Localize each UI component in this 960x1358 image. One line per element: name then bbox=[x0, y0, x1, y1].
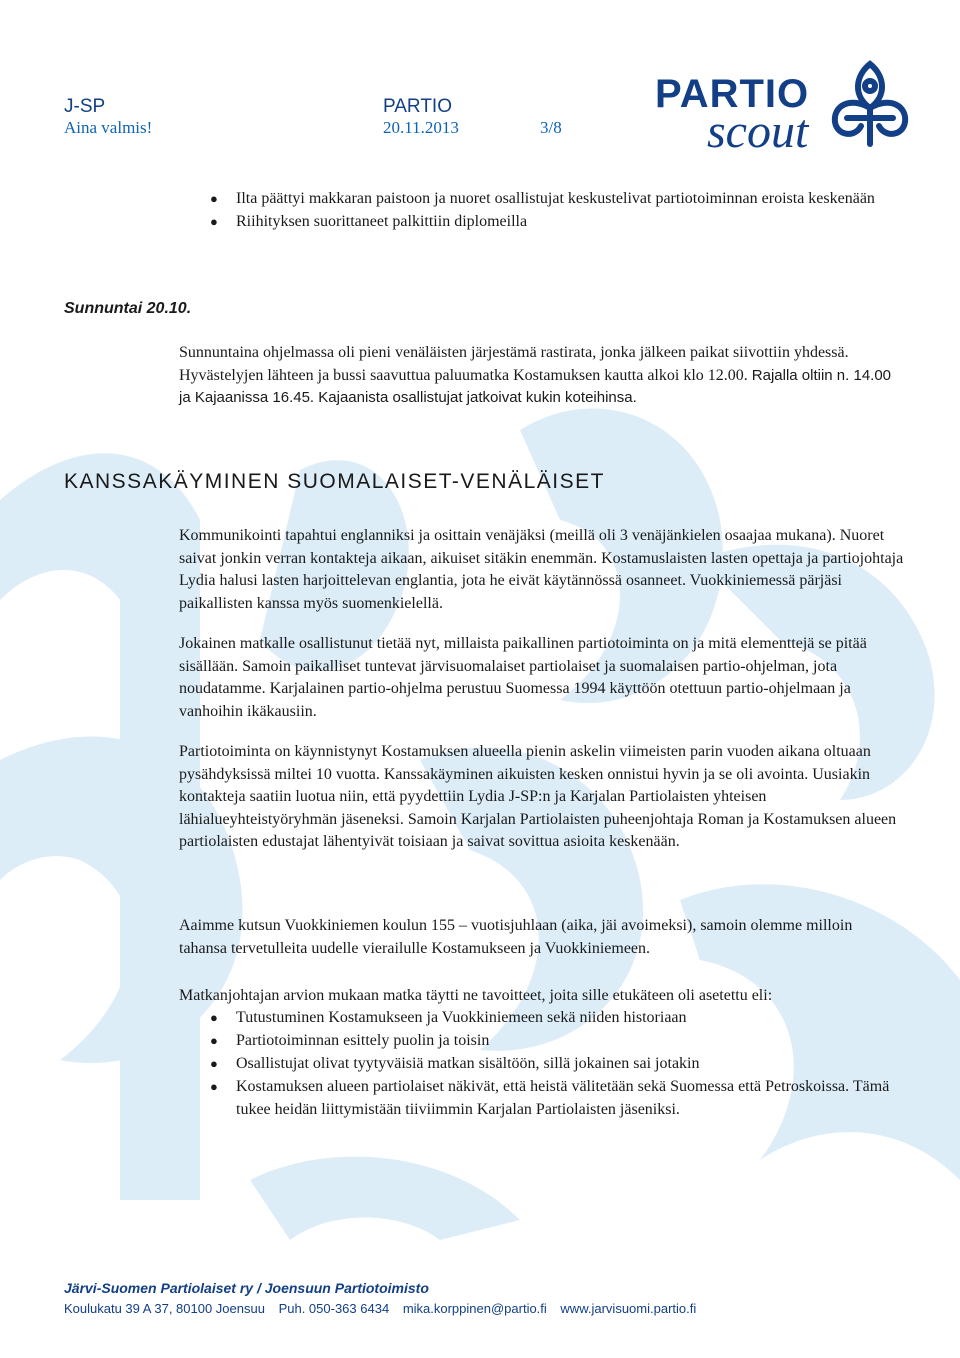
header-left bbox=[64, 96, 152, 138]
fleur-de-lis-icon bbox=[825, 56, 915, 151]
paragraph-communication: Kommunikointi tapahtui englanniksi ja osittain venäjäksi (meillä oli 3 venäjänkielen osaajaa mukana). Nuoret saivat jonkin verran kontakteja aikaan, aikuiset sitäkin enemmän. Kostamuslaisten lasten opettaja ja partiojohtaja Lydia halusi lasten harjoittelevan englantia, jota he eivät käytännössä osanneet. Vuokkiniemessä pärjäsi paikallisten kanssa myös suomenkielellä. bbox=[179, 527, 904, 612]
list-item: ● Osallistujat olivat tyytyväisiä matkan sisältöön, sillä jokainen sai jotakin bbox=[210, 1052, 910, 1075]
sunday-title: Sunnuntai 20.10. bbox=[64, 300, 192, 317]
footer-contact bbox=[64, 1301, 706, 1316]
list-item: ● Kostamuksen alueen partiolaiset näkivät, että heistä välitetään sekä Suomessa että Petroskoissa. Tämä tukee heidän liittymistään tiiviimmin Karjalan Partiolaisten jäseniksi. bbox=[210, 1075, 910, 1121]
bullet-list-evening bbox=[210, 187, 910, 233]
list-item: ● Tutustuminen Kostamukseen ja Vuokkiniemeen sekä niiden historiaan bbox=[210, 1006, 910, 1029]
sunday-paragraph bbox=[179, 342, 904, 410]
org-name: J-SP bbox=[64, 96, 106, 117]
sunday-text-1: Sunnuntaina ohjelmassa oli pieni venäläisten järjestämä rastirata, jonka jälkeen paikat siivottiin yhdessä. Hyvästelyjen lähteen ja bussi saavuttua paluumatka Kostamuksen kautta alkoi klo 12.00. bbox=[179, 344, 849, 384]
tagline: Aina valmis! bbox=[64, 118, 153, 137]
footer-address: Koulukatu 39 A 37, 80100 Joensuu bbox=[64, 1301, 265, 1316]
list-item: ● Partiotoiminnan esittely puolin ja toisin bbox=[210, 1029, 910, 1052]
paragraph-activity: Partiotoiminta on käynnistynyt Kostamuksen alueella pienin askelin viimeisten parin vuoden aikana oltuaan pysähdyksissä miltei 10 vuotta. Kanssakäyminen aikuisten kesken onnistui hyvin ja se oli avointa. Uusiakin kontakteja saatiin luotua niin, että pyydettiin Lydia J-SP:n ja Karjalan Partiolaisten yhteisen lähialueyhteistyöryhmän jäseneksi. Samoin Karjalan Partiolaisten puheenjohtaja Roman ja Kostamuksen alueen partiolaisten edustajat lähentyivät toisiaan ja saivat sovittua asioita keskenään. bbox=[179, 743, 897, 850]
document-date: 20.11.2013 bbox=[383, 118, 459, 137]
bullet-list-goals bbox=[210, 1006, 910, 1121]
paragraph-knowledge: Jokainen matkalle osallistunut tietää nyt, millaista paikallinen partiotoiminta on ja mitä elementtejä se pitää sisällään. Samoin paikalliset tuntevat järvisuomalaiset partiolaiset ja suomalaisen partio-ohjelman, jota noudatamme. Karjalainen partio-ohjelma perustuu Suomessa 1994 käyttöön otettuun partio-ohjelmaan ja vanhoihin ikäkausiin. bbox=[179, 635, 867, 720]
partio-scout-logo bbox=[655, 56, 915, 156]
paragraph-evaluation: Matkanjohtajan arvion mukaan matka täytti ne tavoitteet, joita sille etukäteen oli asetettu eli: bbox=[179, 987, 773, 1004]
footer-phone: Puh. 050-363 6434 bbox=[278, 1301, 390, 1316]
footer-email[interactable]: mika.korppinen@partio.fi bbox=[402, 1301, 547, 1316]
logo-scout-text: scout bbox=[707, 105, 809, 158]
list-item: ● Ilta päättyi makkaran paistoon ja nuoret osallistujat keskustelivat partiotoiminnan eroista keskenään bbox=[210, 187, 910, 210]
footer-organization: Järvi-Suomen Partiolaiset ry / Joensuun Partiotoimisto bbox=[64, 1280, 429, 1296]
list-item: ● Riihityksen suorittaneet palkittiin diplomeilla bbox=[210, 210, 910, 233]
sunday-text-2: Rajalla oltiin n. 14.00 ja Kajaanissa 16.45. Kajaanista osallistujat jatkoivat kukin koteihinsa. bbox=[179, 366, 892, 406]
header-middle bbox=[383, 96, 459, 138]
page-number: 3/8 bbox=[540, 118, 562, 137]
paragraph-invitation: Aaimme kutsun Vuokkiniemen koulun 155 – vuotisjuhlaan (aika, jäi avoimeksi), samoin olemme milloin tahansa tervetulleita uudelle vierailulle Kostamukseen ja Vuokkiniemeen. bbox=[179, 917, 853, 957]
logo-partio-text: PARTIO bbox=[655, 72, 810, 116]
program-name: PARTIO bbox=[383, 96, 452, 117]
footer-website[interactable]: www.jarvisuomi.partio.fi bbox=[560, 1301, 697, 1316]
section-heading: KANSSAKÄYMINEN SUOMALAISET-VENÄLÄISET bbox=[64, 470, 605, 493]
